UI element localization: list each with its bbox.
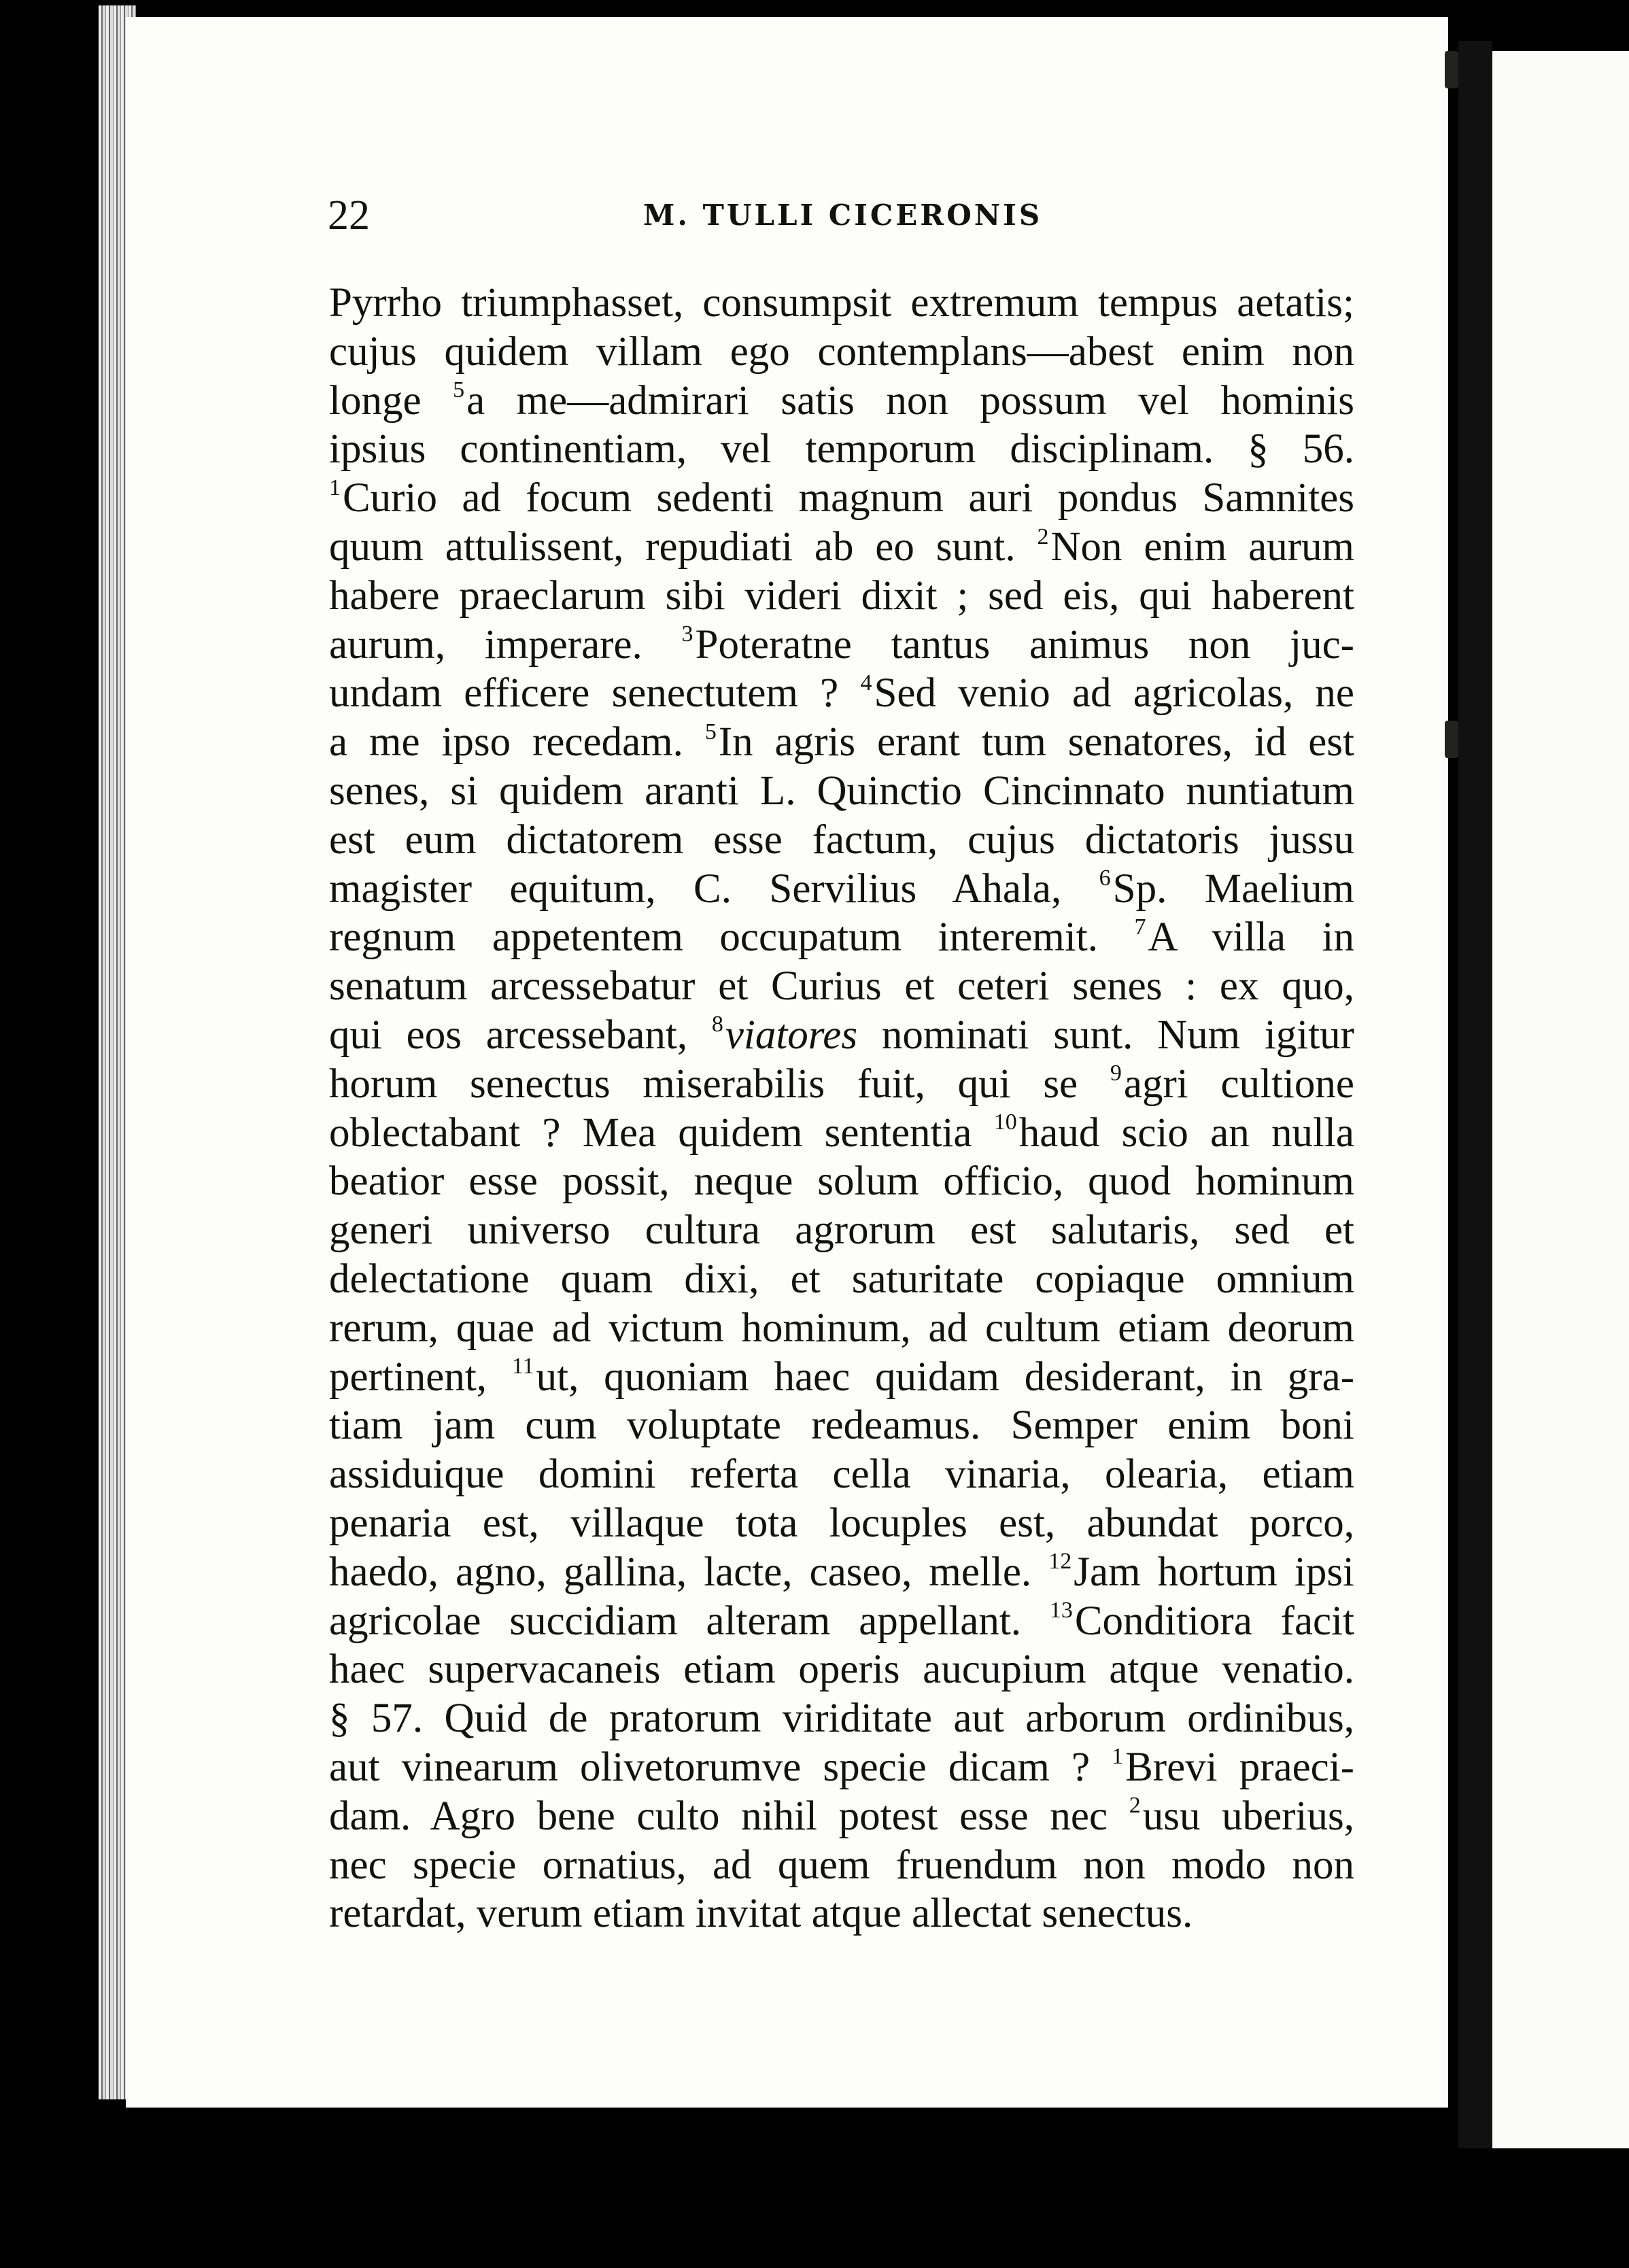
text-segment: Sed venio ad agricolas, ne xyxy=(874,670,1354,717)
note-number: 11 xyxy=(511,1354,534,1379)
text-segment: regnum appetentem occupatum interemit. xyxy=(329,914,1135,961)
text-segment: ipsius continentiam, vel temporum disciplinam. § 56. xyxy=(329,426,1354,472)
text-segment: longe xyxy=(329,377,453,424)
text-segment: pertinent, xyxy=(329,1354,512,1400)
text-line xyxy=(329,1401,1354,1450)
text-line xyxy=(329,1255,1354,1304)
text-segment: generi universo cultura agrorum est salutaris, sed et xyxy=(329,1207,1354,1254)
text-segment: magister equitum, C. Servilius Ahala, xyxy=(329,865,1099,912)
text-line xyxy=(329,1304,1354,1353)
note-number: 2 xyxy=(1129,1793,1141,1819)
text-segment: Non enim aurum xyxy=(1050,523,1354,570)
note-number: 8 xyxy=(711,1012,723,1037)
text-segment: beatior esse possit, neque solum officio, quod hominum xyxy=(329,1158,1354,1205)
text-line xyxy=(329,1694,1354,1743)
text-line xyxy=(329,1743,1354,1792)
text-segment: penaria est, villaque tota locuples est, abundat porco, xyxy=(329,1500,1354,1546)
text-segment: retardat, verum etiam invitat atque allectat senectus. xyxy=(329,1891,1193,1937)
text-segment: senatum arcessebatur et Curius et ceteri senes : ex quo, xyxy=(329,963,1354,1010)
text-segment: A villa in xyxy=(1148,914,1354,961)
ink-mark xyxy=(1445,51,1458,88)
text-segment: ut, quoniam haec quidam desiderant, in gra- xyxy=(536,1354,1355,1400)
text-line xyxy=(329,1548,1354,1597)
text-segment: Curio ad focum sedenti magnum auri pondus Samnites xyxy=(343,475,1354,521)
text-segment: quum attulissent, repudiati ab eo sunt. xyxy=(329,523,1038,570)
text-line xyxy=(329,621,1354,670)
note-number: 13 xyxy=(1049,1598,1073,1623)
text-segment: tiam jam cum voluptate redeamus. Semper enim boni xyxy=(329,1403,1354,1449)
book-spine xyxy=(1458,41,1492,2148)
text-line xyxy=(329,1206,1354,1255)
text-segment: senes, si quidem aranti L. Quinctio Cincinnato nuntiatum xyxy=(329,768,1354,814)
text-line xyxy=(329,1011,1354,1060)
text-segment: Jam hortum ipsi xyxy=(1074,1549,1355,1595)
text-segment: usu uberius, xyxy=(1142,1793,1354,1839)
text-line xyxy=(329,1597,1354,1646)
note-number: 12 xyxy=(1048,1549,1072,1575)
text-line xyxy=(329,1060,1354,1109)
text-segment: aurum, imperare. xyxy=(329,621,682,668)
text-line xyxy=(329,767,1354,816)
text-segment: horum senectus miserabilis fuit, qui se xyxy=(329,1061,1110,1107)
text-line xyxy=(329,572,1354,621)
text-line xyxy=(329,1792,1354,1841)
note-number: 1 xyxy=(329,475,341,500)
text-line xyxy=(329,1645,1354,1694)
text-segment: § 57. Quid de pratorum viriditate aut arborum ordinibus, xyxy=(329,1696,1354,1742)
text-segment: qui eos arcessebant, xyxy=(329,1012,712,1058)
text-segment: habere praeclarum sibi videri dixit ; sed eis, qui haberent xyxy=(329,572,1354,619)
text-segment: est eum dictatorem esse factum, cujus dictatoris jussu xyxy=(329,817,1354,863)
text-segment: cujus quidem villam ego contemplans—abest enim non xyxy=(329,328,1354,375)
text-segment: Poteratne tantus animus non juc- xyxy=(695,621,1354,668)
page-number: 22 xyxy=(328,192,370,239)
text-segment: agri cultione xyxy=(1123,1061,1354,1107)
text-line xyxy=(329,523,1354,572)
text-line xyxy=(329,1157,1354,1206)
text-segment: nominati sunt. Num igitur xyxy=(857,1012,1354,1058)
text-segment: Sp. Maelium xyxy=(1112,865,1354,912)
text-segment: Pyrrho triumphasset, consumpsit extremum tempus aetatis; xyxy=(329,280,1354,326)
text-segment: Conditiora facit xyxy=(1074,1598,1354,1644)
text-line xyxy=(329,474,1354,523)
text-segment: haedo, agno, gallina, lacte, caseo, melle. xyxy=(329,1549,1049,1595)
text-line xyxy=(329,1889,1354,1938)
note-number: 4 xyxy=(860,670,872,695)
body-text xyxy=(329,279,1354,1938)
text-line xyxy=(329,718,1354,767)
text-segment: agricolae succidiam alteram appellant. xyxy=(329,1598,1050,1644)
text-line xyxy=(329,1109,1354,1158)
text-segment: dam. Agro bene culto nihil potest esse nec xyxy=(329,1793,1129,1839)
text-line xyxy=(329,377,1354,426)
text-segment: In agris erant tum senatores, id est xyxy=(718,719,1354,766)
text-segment: oblectabant ? Mea quidem sententia xyxy=(329,1110,994,1156)
note-number: 7 xyxy=(1134,914,1146,940)
text-segment: haud scio an nulla xyxy=(1018,1110,1354,1156)
text-segment: nec specie ornatius, ad quem fruendum non modo non xyxy=(329,1842,1354,1888)
text-line xyxy=(329,913,1354,962)
text-line xyxy=(329,425,1354,474)
text-line xyxy=(329,279,1354,328)
text-line xyxy=(329,816,1354,865)
note-number: 5 xyxy=(704,719,717,744)
note-number: 9 xyxy=(1110,1061,1122,1086)
note-number: 2 xyxy=(1037,523,1049,549)
facing-page xyxy=(1492,51,1629,2148)
note-number: 6 xyxy=(1099,865,1111,891)
page-header xyxy=(328,192,1358,246)
note-number: 3 xyxy=(681,621,693,647)
note-number: 10 xyxy=(993,1110,1017,1135)
text-segment: aut vinearum olivetorumve specie dicam ? xyxy=(329,1744,1112,1790)
text-line xyxy=(329,962,1354,1011)
text-segment: haec supervacaneis etiam operis aucupium atque venatio. xyxy=(329,1647,1354,1693)
text-line xyxy=(329,1353,1354,1402)
ink-mark xyxy=(1445,721,1458,758)
text-segment: delectatione quam dixi, et saturitate copiaque omnium xyxy=(329,1256,1354,1302)
text-segment: assiduique domini referta cella vinaria, olearia, etiam xyxy=(329,1451,1354,1498)
italic-term: viatores xyxy=(725,1012,858,1058)
text-segment: a me—admirari satis non possum vel hominis xyxy=(466,377,1354,424)
text-segment: Brevi praeci- xyxy=(1125,1744,1354,1790)
text-line xyxy=(329,865,1354,914)
running-head: M. TULLI CICERONIS xyxy=(642,199,1043,232)
note-number: 1 xyxy=(1112,1744,1124,1770)
text-line xyxy=(329,328,1354,377)
text-segment: undam efficere senectutem ? xyxy=(329,670,861,717)
text-segment: a me ipso recedam. xyxy=(329,719,705,766)
text-line xyxy=(329,1499,1354,1548)
text-line xyxy=(329,669,1354,718)
text-line xyxy=(329,1450,1354,1499)
text-line xyxy=(329,1841,1354,1890)
text-segment: rerum, quae ad victum hominum, ad cultum etiam deorum xyxy=(329,1305,1354,1351)
note-number: 5 xyxy=(453,377,465,403)
